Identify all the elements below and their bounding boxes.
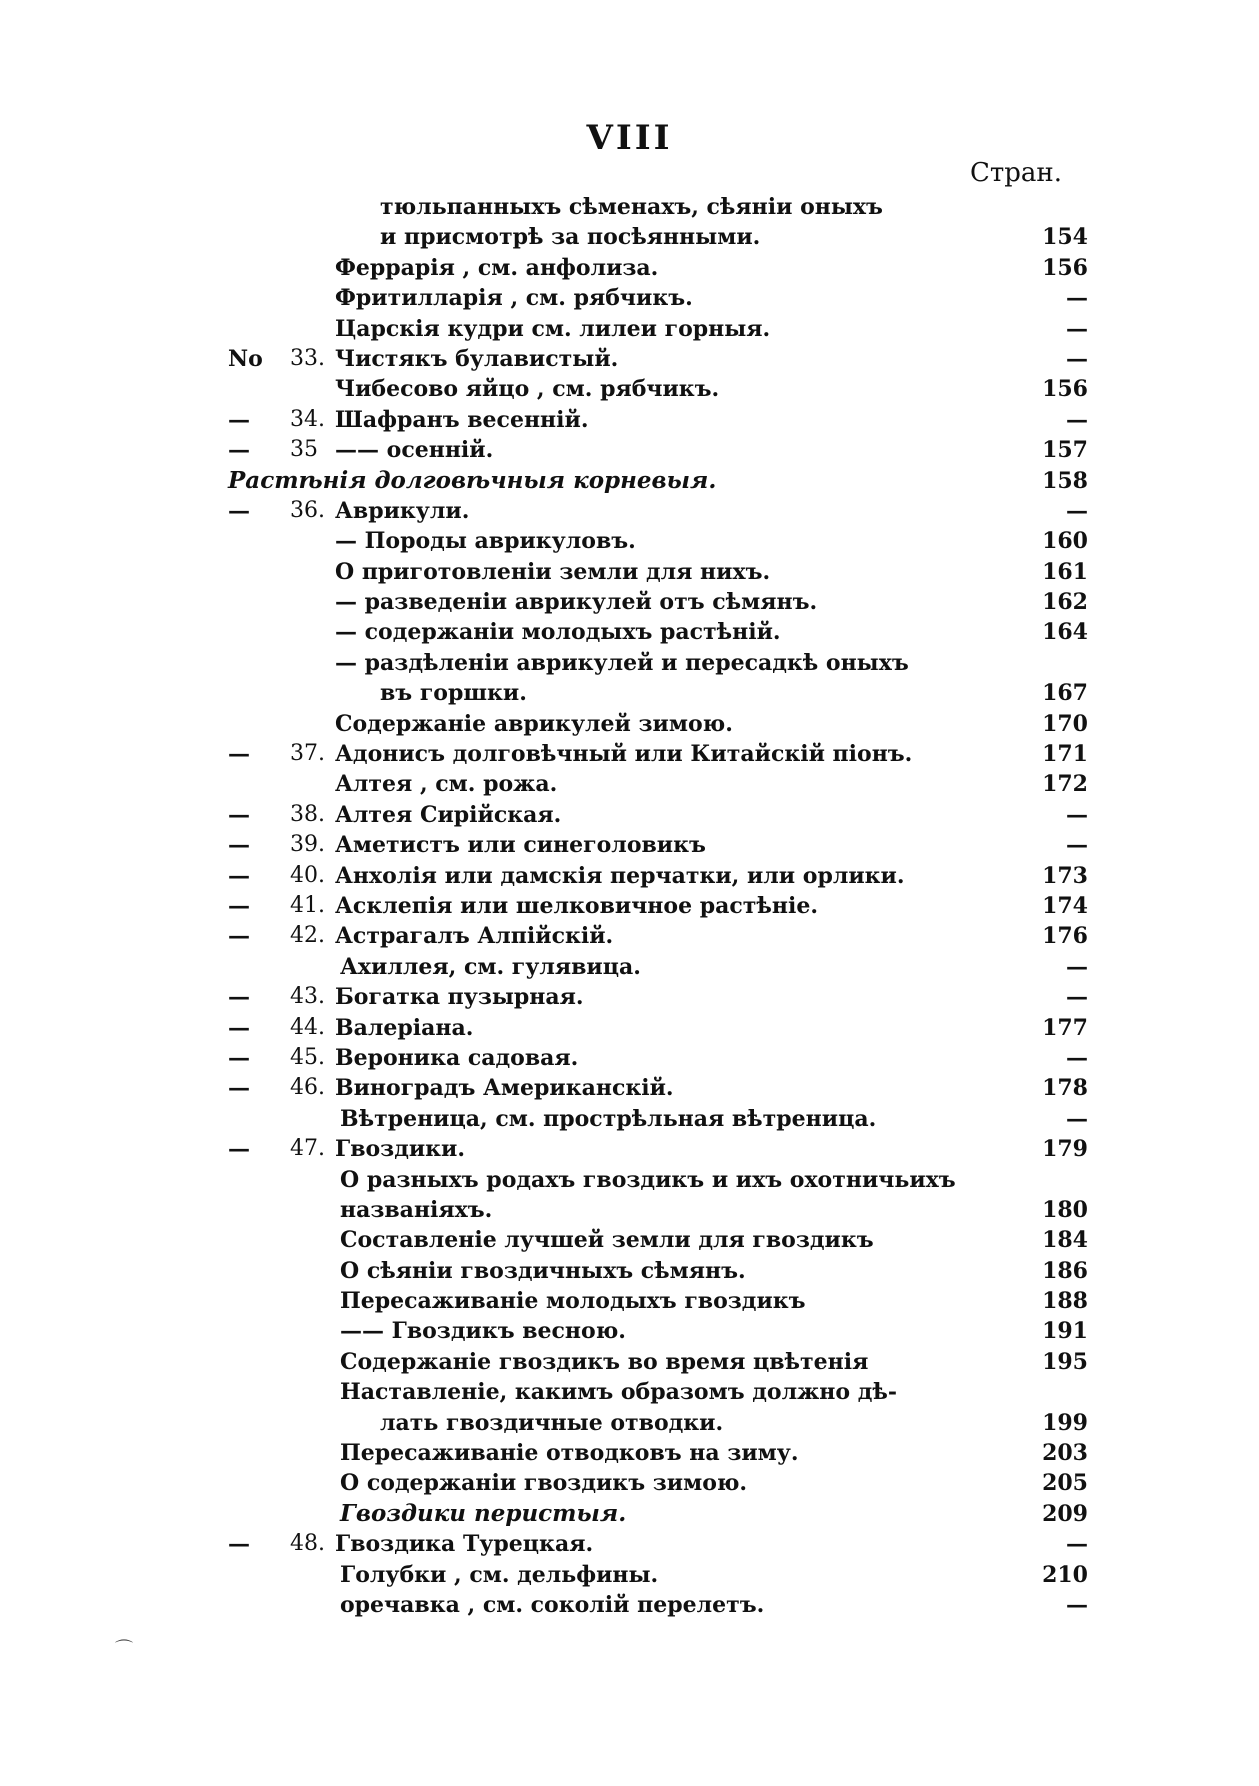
toc-entry xyxy=(0,1347,1259,1377)
entry-page: 174 xyxy=(1042,892,1088,919)
toc-entry xyxy=(0,982,1259,1012)
entry-page: 157 xyxy=(1042,437,1088,464)
entry-page: 186 xyxy=(1042,1257,1088,1284)
entry-page: — xyxy=(1066,1591,1088,1618)
toc-entry xyxy=(0,891,1259,921)
entry-title: Чистякъ булавистый. xyxy=(335,345,619,372)
entry-marker: — xyxy=(228,923,250,950)
toc-entry xyxy=(0,466,1259,496)
entry-title: Растѣнія долговѣчныя корневыя. xyxy=(228,466,717,494)
entry-marker: — xyxy=(228,832,250,859)
toc-entry xyxy=(0,1560,1259,1590)
entry-title: Адонисъ долговѣчный или Китайскій піонъ. xyxy=(335,741,913,768)
entry-number: 46. xyxy=(290,1075,325,1101)
entry-page: — xyxy=(1066,801,1088,828)
entry-title: Пересаживаніе молодыхъ гвоздикъ xyxy=(340,1288,806,1315)
toc-entry xyxy=(0,526,1259,556)
entry-number: 34. xyxy=(290,406,325,432)
toc-entry xyxy=(0,253,1259,283)
entry-page: 156 xyxy=(1042,254,1088,281)
toc-entry xyxy=(0,830,1259,860)
entry-number: 37. xyxy=(290,741,325,767)
toc-entry xyxy=(0,1377,1259,1407)
entry-title: Богатка пузырная. xyxy=(335,984,584,1011)
page-column-heading: Стран. xyxy=(970,158,1063,188)
entry-title: Наставленіе, какимъ образомъ должно дѣ- xyxy=(340,1379,897,1406)
entry-page: 156 xyxy=(1042,376,1088,403)
toc-entry xyxy=(0,1468,1259,1498)
entry-marker: — xyxy=(228,437,250,464)
entry-page: — xyxy=(1066,832,1088,859)
entry-marker: — xyxy=(228,497,250,524)
entry-title: Голубки , см. дельфины. xyxy=(340,1561,659,1588)
entry-marker: — xyxy=(228,984,250,1011)
entry-title: Асклепія или шелковичное растѣніе. xyxy=(335,892,818,919)
entry-marker: — xyxy=(228,406,250,433)
entry-page: — xyxy=(1066,1531,1088,1558)
entry-page: 162 xyxy=(1042,589,1088,616)
entry-page: — xyxy=(1066,497,1088,524)
entry-number: 48. xyxy=(290,1531,325,1557)
entry-title: О содержаніи гвоздикъ зимою. xyxy=(340,1470,748,1497)
entry-page: 180 xyxy=(1042,1196,1088,1223)
entry-page: — xyxy=(1066,315,1088,342)
entry-page: — xyxy=(1066,984,1088,1011)
entry-title: тюльпанныхъ сѣменахъ, сѣяніи оныхъ xyxy=(380,194,883,220)
entry-page: 184 xyxy=(1042,1227,1088,1254)
entry-page: 210 xyxy=(1042,1561,1088,1588)
toc-entry xyxy=(0,374,1259,404)
entry-page: — xyxy=(1066,1105,1088,1132)
entry-title: названіяхъ. xyxy=(340,1196,493,1223)
entry-title: — раздѣленіи аврикулей и пересадкѣ оныхъ xyxy=(335,649,909,676)
entry-number: 33. xyxy=(290,345,325,371)
entry-page: 191 xyxy=(1042,1318,1088,1345)
entry-page: 171 xyxy=(1042,741,1088,768)
toc-entry xyxy=(0,192,1259,222)
entry-page: — xyxy=(1066,406,1088,433)
entry-number: 47. xyxy=(290,1136,325,1162)
toc-entry xyxy=(0,496,1259,526)
entry-title: Гвоздики. xyxy=(335,1136,466,1163)
entry-marker: — xyxy=(228,1136,250,1163)
toc-entry xyxy=(0,1590,1259,1620)
entry-page: 158 xyxy=(1042,467,1088,494)
toc-entry xyxy=(0,921,1259,951)
entry-page: 164 xyxy=(1042,619,1088,646)
toc-entry xyxy=(0,648,1259,678)
toc-entry xyxy=(0,861,1259,891)
entry-number: 35 xyxy=(290,437,318,463)
table-of-contents xyxy=(0,192,1259,1620)
toc-entry xyxy=(0,1286,1259,1316)
toc-entry xyxy=(0,617,1259,647)
entry-number: 41. xyxy=(290,892,325,918)
entry-page: 209 xyxy=(1042,1500,1088,1527)
page-number: VIII xyxy=(586,118,673,158)
entry-title: Алтея Сирійская. xyxy=(335,801,562,828)
toc-entry xyxy=(0,1104,1259,1134)
entry-page: 173 xyxy=(1042,862,1088,889)
entry-number: 39. xyxy=(290,832,325,858)
entry-number: 45. xyxy=(290,1044,325,1070)
entry-page: 177 xyxy=(1042,1014,1088,1041)
entry-title: Анхолія или дамскія перчатки, или орлики. xyxy=(335,862,905,889)
entry-marker: No xyxy=(228,345,263,372)
entry-page: 199 xyxy=(1042,1409,1088,1436)
entry-title: О сѣяніи гвоздичныхъ сѣмянъ. xyxy=(340,1257,746,1284)
entry-title: — Породы аврикуловъ. xyxy=(335,528,636,555)
toc-entry xyxy=(0,1408,1259,1438)
toc-entry xyxy=(0,1529,1259,1559)
entry-title: Чибесово яйцо , см. рябчикъ. xyxy=(335,376,720,403)
toc-entry xyxy=(0,222,1259,252)
entry-title: Царскія кудри см. лилеи горныя. xyxy=(335,315,771,342)
entry-marker: — xyxy=(228,892,250,919)
entry-page: 154 xyxy=(1042,224,1088,251)
entry-page: 195 xyxy=(1042,1348,1088,1375)
toc-entry xyxy=(0,1316,1259,1346)
toc-entry xyxy=(0,1073,1259,1103)
toc-entry xyxy=(0,1499,1259,1529)
entry-title: О приготовленіи земли для нихъ. xyxy=(335,558,771,585)
entry-page: 170 xyxy=(1042,710,1088,737)
entry-marker: — xyxy=(228,1014,250,1041)
entry-title: въ горшки. xyxy=(380,680,527,707)
entry-title: —— осенній. xyxy=(335,437,494,464)
entry-page: — xyxy=(1066,285,1088,312)
toc-entry xyxy=(0,587,1259,617)
toc-entry xyxy=(0,405,1259,435)
entry-title: Составленіе лучшей земли для гвоздикъ xyxy=(340,1227,874,1254)
toc-entry xyxy=(0,1195,1259,1225)
entry-title: Гвоздика Турецкая. xyxy=(335,1531,594,1558)
toc-entry xyxy=(0,739,1259,769)
entry-page: 167 xyxy=(1042,680,1088,707)
toc-entry xyxy=(0,1165,1259,1195)
toc-entry xyxy=(0,344,1259,374)
entry-marker: — xyxy=(228,1075,250,1102)
entry-title: О разныхъ родахъ гвоздикъ и ихъ охотничьихъ xyxy=(340,1166,956,1193)
entry-number: 36. xyxy=(290,497,325,523)
entry-page: 160 xyxy=(1042,528,1088,555)
entry-marker: — xyxy=(228,862,250,889)
entry-marker: — xyxy=(228,801,250,828)
toc-entry xyxy=(0,678,1259,708)
entry-title: Пересаживаніе отводковъ на зиму. xyxy=(340,1440,799,1467)
entry-title: Ахиллея, см. гулявица. xyxy=(340,953,641,980)
toc-entry xyxy=(0,314,1259,344)
entry-number: 40. xyxy=(290,862,325,888)
entry-title: — разведеніи аврикулей отъ сѣмянъ. xyxy=(335,589,818,616)
entry-title: Аметистъ или синеголовикъ xyxy=(335,832,706,859)
entry-title: Феррарія , см. анфолиза. xyxy=(335,254,659,281)
entry-title: Содержаніе гвоздикъ во время цвѣтенія xyxy=(340,1348,869,1375)
toc-entry xyxy=(0,283,1259,313)
entry-page: — xyxy=(1066,953,1088,980)
entry-page: — xyxy=(1066,345,1088,372)
entry-title: Виноградъ Американскій. xyxy=(335,1075,674,1102)
entry-number: 38. xyxy=(290,801,325,827)
entry-page: 188 xyxy=(1042,1288,1088,1315)
entry-title: лать гвоздичные отводки. xyxy=(380,1409,724,1436)
entry-title: Содержаніе аврикулей зимою. xyxy=(335,710,733,737)
entry-page: 203 xyxy=(1042,1440,1088,1467)
entry-title: Фритилларія , см. рябчикъ. xyxy=(335,285,693,312)
ink-mark: ⌒ xyxy=(115,1639,133,1660)
entry-page: — xyxy=(1066,1044,1088,1071)
entry-page: 176 xyxy=(1042,923,1088,950)
entry-title: Астрагалъ Алпійскій. xyxy=(335,923,614,950)
entry-title: оречавка , см. соколій перелетъ. xyxy=(340,1591,765,1618)
toc-entry xyxy=(0,1013,1259,1043)
entry-title: Шафранъ весенній. xyxy=(335,406,589,433)
entry-number: 43. xyxy=(290,984,325,1010)
entry-page: 179 xyxy=(1042,1136,1088,1163)
entry-title: Валеріана. xyxy=(335,1014,474,1041)
entry-marker: — xyxy=(228,1044,250,1071)
entry-title: и присмотрѣ за посѣянными. xyxy=(380,224,761,251)
entry-page: 205 xyxy=(1042,1470,1088,1497)
entry-number: 42. xyxy=(290,923,325,949)
entry-number: 44. xyxy=(290,1014,325,1040)
entry-title: —— Гвоздикъ весною. xyxy=(340,1318,626,1345)
toc-entry xyxy=(0,800,1259,830)
toc-entry xyxy=(0,769,1259,799)
entry-title: Алтея , см. рожа. xyxy=(335,771,558,798)
entry-marker: — xyxy=(228,741,250,768)
entry-title: Вѣтреница, см. прострѣльная вѣтреница. xyxy=(340,1105,877,1132)
entry-title: Вероника садовая. xyxy=(335,1044,579,1071)
toc-entry xyxy=(0,952,1259,982)
entry-page: 178 xyxy=(1042,1075,1088,1102)
toc-entry xyxy=(0,1134,1259,1164)
entry-title: — содержаніи молодыхъ растѣній. xyxy=(335,619,781,646)
entry-title: Гвоздики перистыя. xyxy=(340,1499,627,1527)
toc-entry xyxy=(0,435,1259,465)
entry-page: 161 xyxy=(1042,558,1088,585)
toc-entry xyxy=(0,557,1259,587)
entry-title: Аврикули. xyxy=(335,497,470,524)
toc-entry xyxy=(0,1256,1259,1286)
toc-entry xyxy=(0,1043,1259,1073)
toc-entry xyxy=(0,1438,1259,1468)
entry-page: 172 xyxy=(1042,771,1088,798)
toc-entry xyxy=(0,1225,1259,1255)
entry-marker: — xyxy=(228,1531,250,1558)
toc-entry xyxy=(0,709,1259,739)
